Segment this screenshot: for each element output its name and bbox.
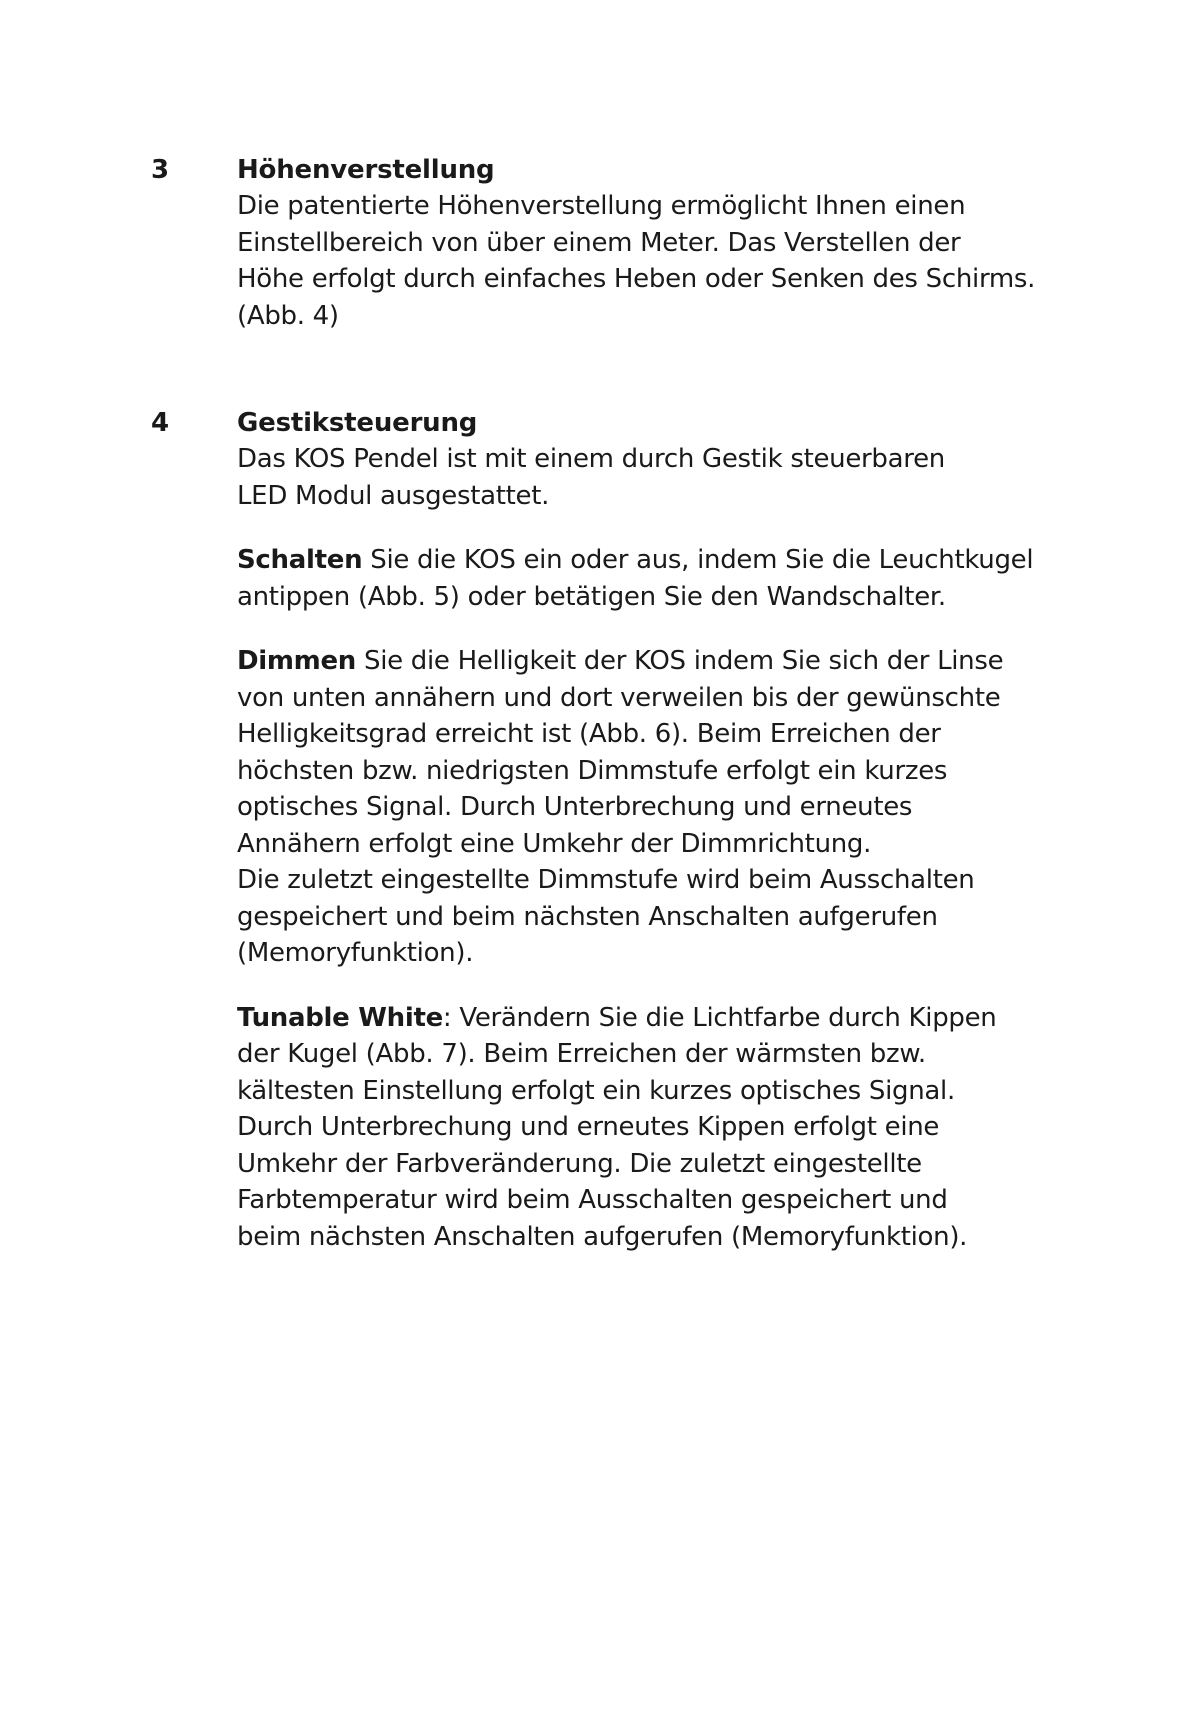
text-line: (Memoryfunktion).	[237, 938, 474, 968]
paragraph-schalten	[237, 542, 1117, 615]
text-line: Die zuletzt eingestellte Dimmstufe wird beim Ausschalten	[237, 865, 975, 895]
text-line: kältesten Einstellung erfolgt ein kurzes optisches Signal.	[237, 1075, 955, 1106]
text-line: Annähern erfolgt eine Umkehr der Dimmrichtung.	[237, 828, 872, 859]
text-fragment: Sie die KOS ein oder aus, indem Sie die Leuchtkugel	[362, 545, 1034, 575]
section-body	[237, 405, 1117, 1255]
text-line: Durch Unterbrechung und erneutes Kippen erfolgt eine	[237, 1112, 940, 1142]
lead-term: Tunable White	[237, 1002, 443, 1033]
text-line: Farbtemperatur wird beim Ausschalten gespeichert und	[237, 1185, 948, 1215]
section-title: Höhenverstellung	[237, 155, 495, 185]
text-line	[237, 1000, 1117, 1037]
text-line: Einstellbereich von über einem Meter. Das Verstellen der	[237, 227, 961, 258]
section-title: Gestiksteuerung	[237, 408, 478, 438]
paragraph-intro	[237, 441, 1117, 514]
section-number: 3	[151, 155, 170, 185]
text-line: antippen (Abb. 5) oder betätigen Sie den Wandschalter.	[237, 581, 946, 612]
text-line: optisches Signal. Durch Unterbrechung und erneutes	[237, 792, 913, 822]
section-body	[237, 152, 1117, 334]
text-line: Höhe erfolgt durch einfaches Heben oder Senken des Schirms.	[237, 264, 1036, 294]
text-line: gespeichert und beim nächsten Anschalten aufgerufen	[237, 901, 938, 932]
paragraph	[237, 188, 1117, 334]
text-line: höchsten bzw. niedrigsten Dimmstufe erfolgt ein kurzes	[237, 755, 948, 786]
lead-term: Schalten	[237, 545, 363, 575]
section-number: 4	[151, 408, 170, 438]
text-line	[237, 542, 1117, 579]
text-line: der Kugel (Abb. 7). Beim Erreichen der wärmsten bzw.	[237, 1039, 926, 1069]
text-line: von unten annähern und dort verweilen bis der gewünschte	[237, 682, 1001, 713]
text-line: Helligkeitsgrad erreicht ist (Abb. 6). Beim Erreichen der	[237, 719, 941, 749]
text-line	[237, 643, 1117, 680]
text-line: Die patentierte Höhenverstellung ermöglicht Ihnen einen	[237, 191, 966, 221]
text-line: LED Modul ausgestattet.	[237, 480, 550, 511]
paragraph-tunable-white	[237, 1000, 1117, 1256]
paragraph-dimmen	[237, 643, 1117, 972]
text-fragment: Sie die Helligkeit der KOS indem Sie sich der Linse	[356, 646, 1004, 676]
lead-term: Dimmen	[237, 646, 357, 676]
text-line: (Abb. 4)	[237, 300, 339, 331]
text-fragment: : Verändern Sie die Lichtfarbe durch Kippen	[442, 1002, 997, 1033]
text-line: Umkehr der Farbveränderung. Die zuletzt eingestellte	[237, 1148, 922, 1179]
text-line: beim nächsten Anschalten aufgerufen (Memoryfunktion).	[237, 1221, 968, 1252]
text-line: Das KOS Pendel ist mit einem durch Gestik steuerbaren	[237, 444, 945, 474]
